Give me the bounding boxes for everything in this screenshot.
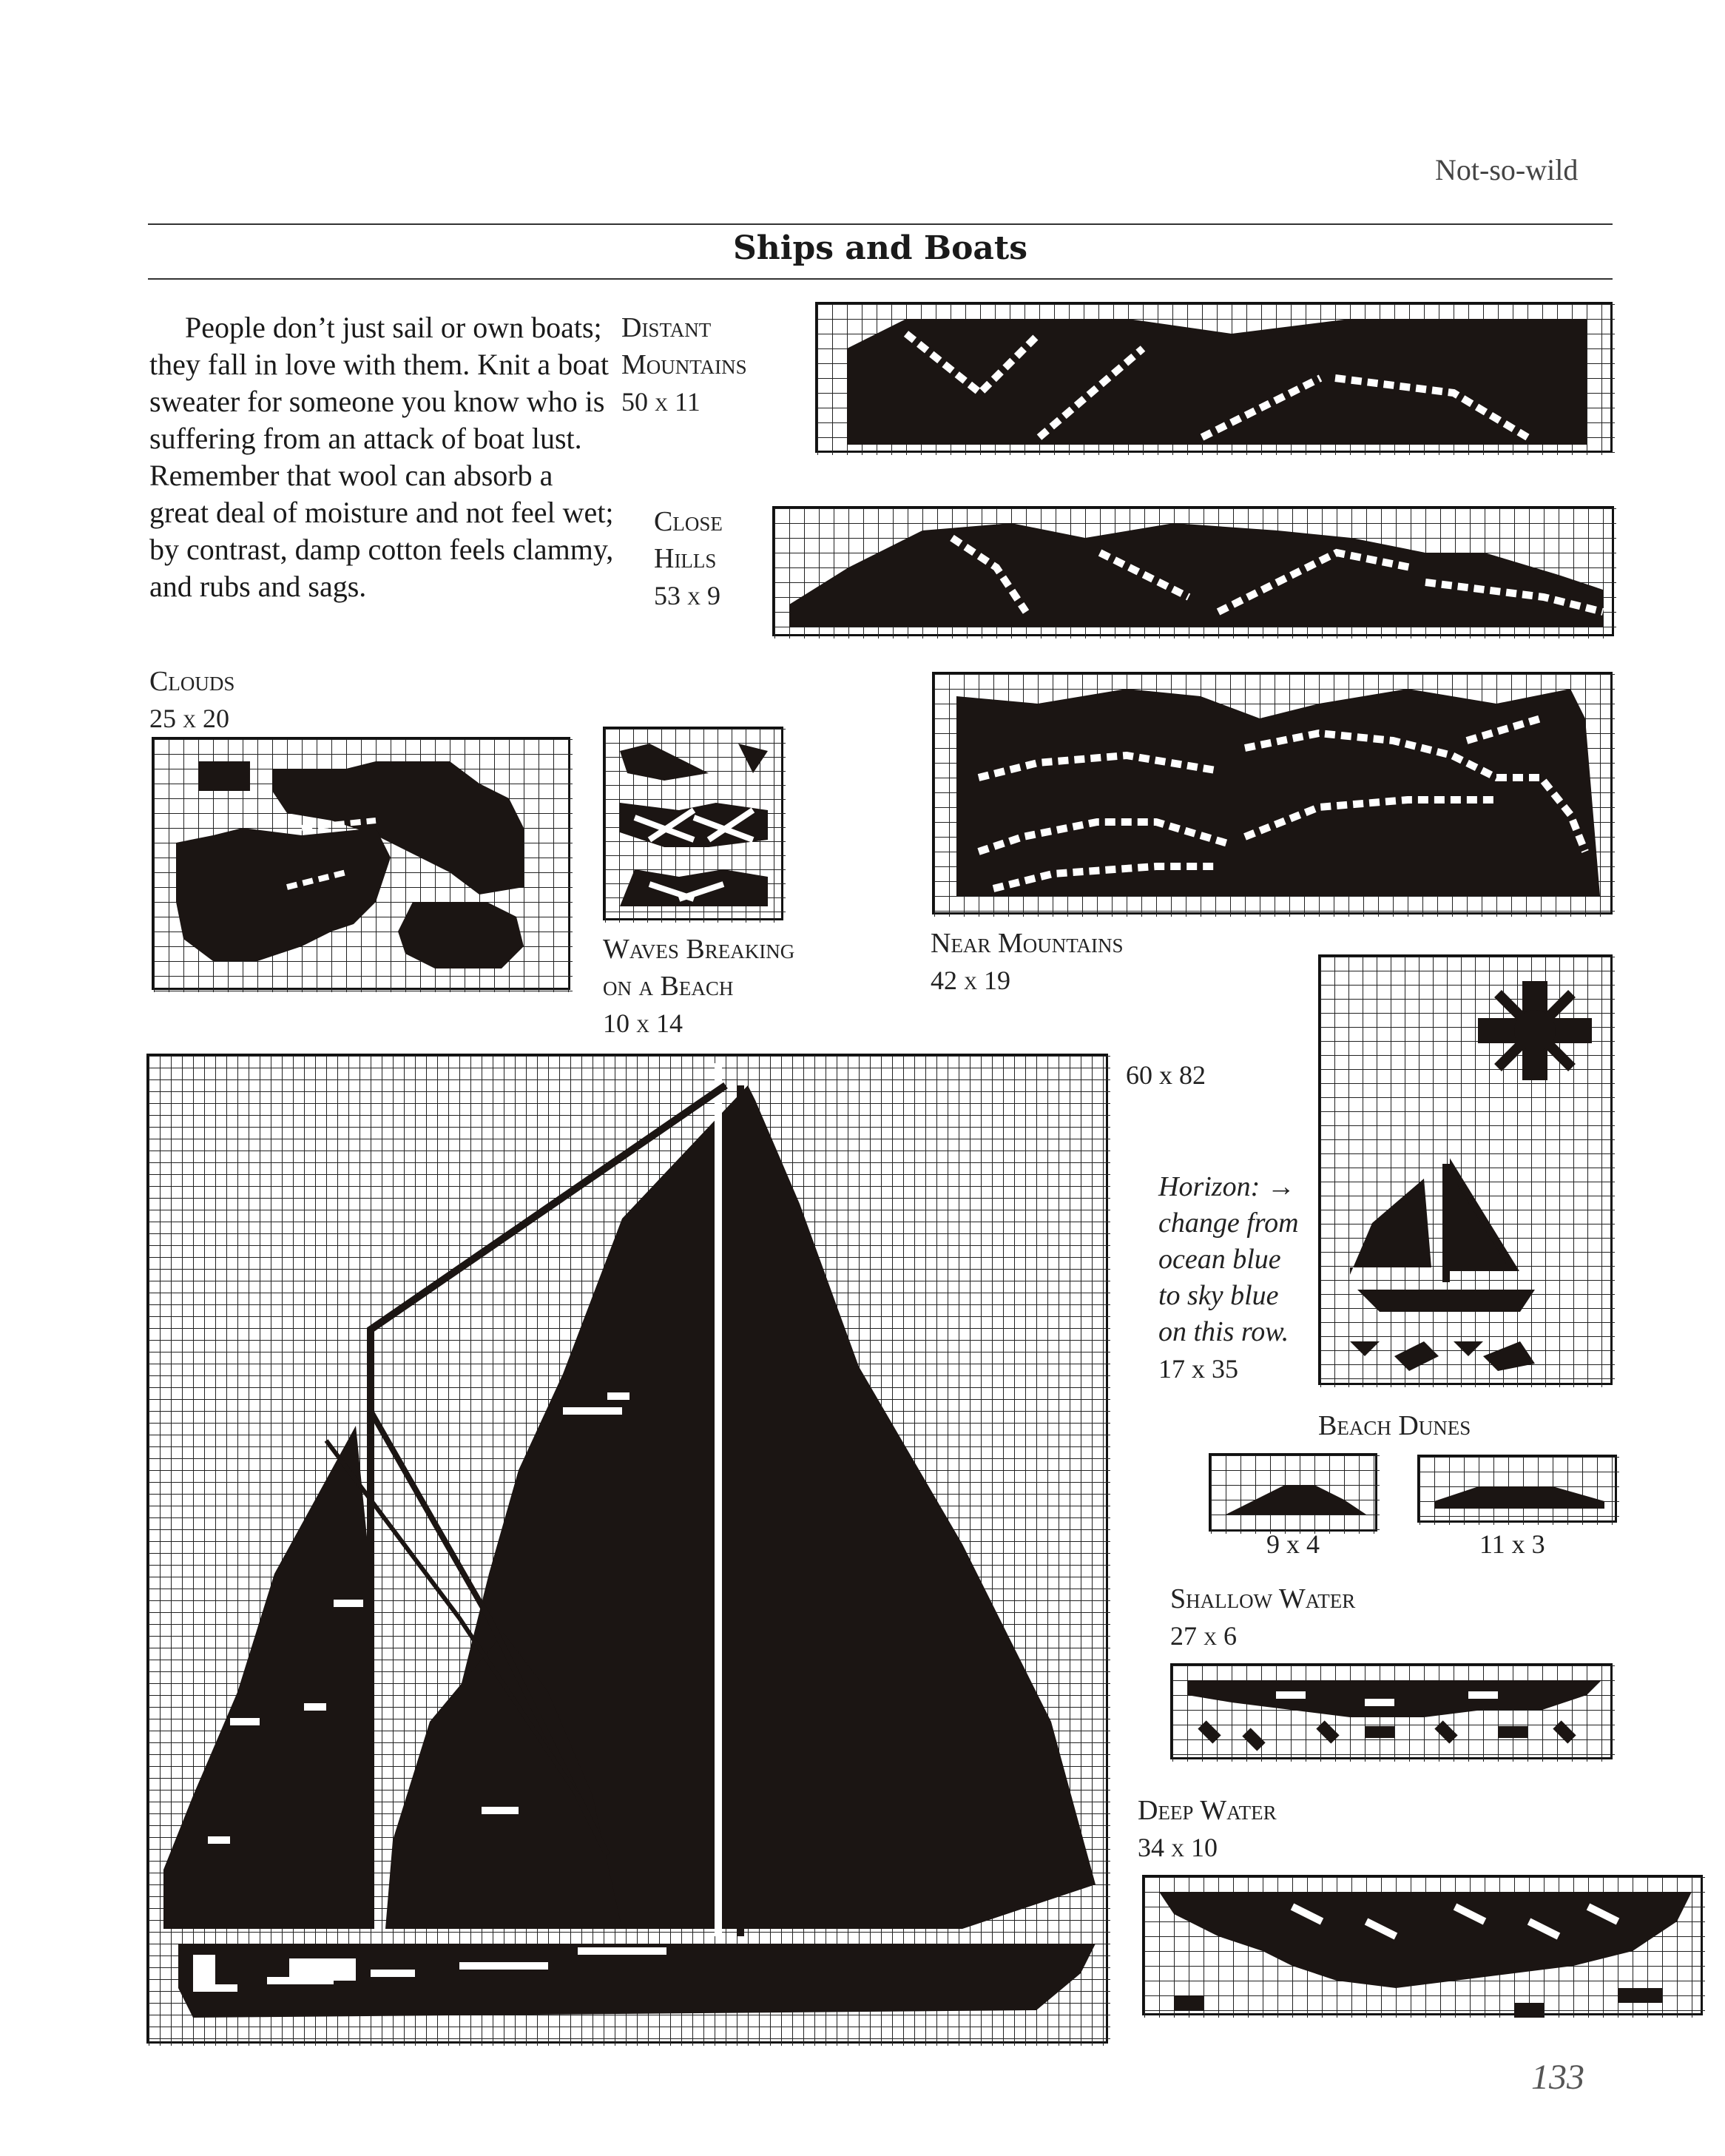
near-mountains-pattern: [934, 674, 1615, 917]
distant-mountains-caption: Distant Mountains 50 x 11: [621, 312, 747, 417]
section-header: Not-so-wild: [1435, 153, 1579, 186]
distant-mountains-pattern: [817, 304, 1615, 455]
ship-dims: 60 x 82: [1126, 1060, 1206, 1090]
beach-dunes-a-pattern: [1211, 1455, 1380, 1534]
beach-dunes-b-pattern: [1420, 1457, 1619, 1525]
clouds-pattern: [154, 739, 573, 992]
beach-dunes-b-dims: 11 x 3: [1479, 1529, 1545, 1559]
beach-dunes-chart-b: [1417, 1455, 1617, 1523]
waves-pattern: [605, 729, 786, 923]
near-mountains-chart: [932, 672, 1613, 914]
clouds-chart: [152, 737, 570, 990]
beach-dunes-a-dims: 9 x 4: [1266, 1529, 1320, 1559]
deep-water-pattern: [1144, 1877, 1705, 2018]
clouds-caption: Clouds 25 x 20: [149, 666, 235, 733]
small-boat-chart: [1318, 954, 1613, 1385]
waves-chart: [603, 727, 783, 920]
page-number: 133: [1531, 2058, 1584, 2097]
near-mountains-caption: Near Mountains 42 x 19: [931, 928, 1124, 995]
ship-chart: [146, 1054, 1108, 2044]
distant-mountains-chart: [815, 302, 1613, 453]
title-rule: [148, 278, 1613, 280]
beach-dunes-caption: Beach Dunes: [1318, 1410, 1471, 1441]
close-hills-pattern: [774, 508, 1616, 639]
beach-dunes-chart-a: [1209, 1453, 1377, 1532]
ship-pattern: [149, 1056, 1110, 2046]
page-title: Ships and Boats: [732, 229, 1028, 267]
deep-water-caption: Deep Water 34 x 10: [1138, 1795, 1277, 1862]
deep-water-chart: [1142, 1875, 1703, 2015]
top-rule: [148, 223, 1613, 225]
close-hills-chart: [772, 506, 1614, 636]
shallow-water-chart: [1170, 1663, 1613, 1759]
shallow-water-caption: Shallow Water 27 x 6: [1170, 1583, 1356, 1651]
small-boat-pattern: [1320, 957, 1615, 1387]
waves-caption: Waves Breaking on a Beach 10 x 14: [603, 934, 795, 1038]
arrow-right-icon: →: [1266, 1171, 1295, 1202]
horizon-note: Horizon: → change from ocean blue to sky blue on this row. 17 x 35: [1158, 1171, 1299, 1384]
intro-paragraph: People don’t just sail or own boats; they fall in love with them. Knit a boat sweater for someone you know who is suffering from an attack of boat lust. Remember that wool can absorb a great deal of moisture and not feel wet; by contrast, damp cotton feels clammy, and rubs and sags.: [149, 311, 614, 603]
close-hills-caption: Close Hills 53 x 9: [654, 506, 723, 610]
shallow-water-pattern: [1172, 1665, 1615, 1762]
